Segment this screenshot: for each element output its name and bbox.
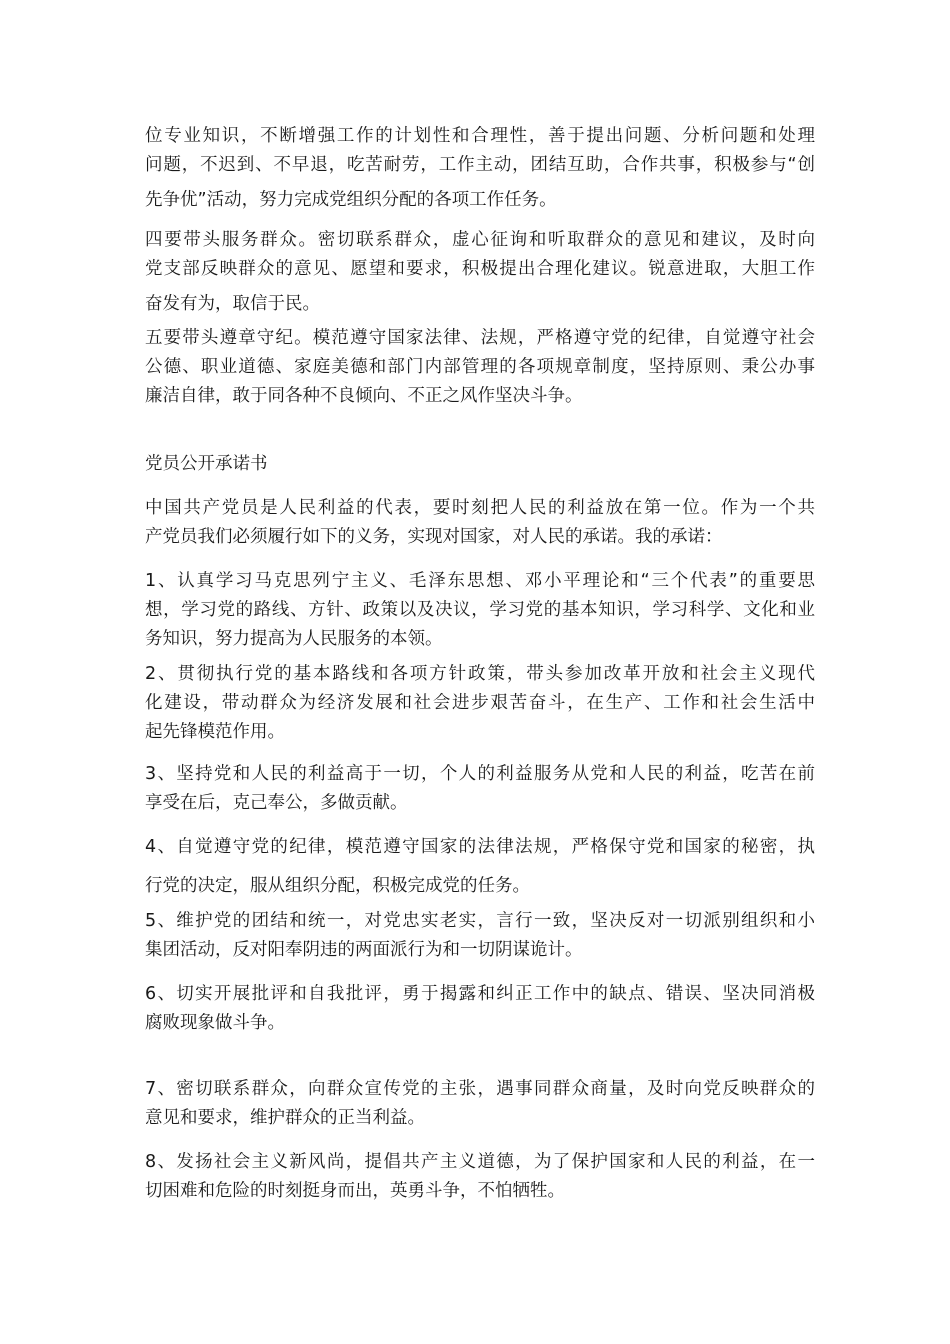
text-line: 廉洁自律，敢于同各种不良倾向、不正之风作坚决斗争。 bbox=[145, 386, 583, 406]
document-title bbox=[145, 450, 815, 479]
paragraph-serve-masses-end bbox=[145, 290, 815, 319]
pledge-item-1 bbox=[145, 567, 815, 654]
text-line: 4、自觉遵守党的纪律，模范遵守国家的法律法规，严格保守党和国家的秘密，执 bbox=[145, 837, 815, 857]
text-line: 先争优”活动，努力完成党组织分配的各项工作任务。 bbox=[145, 190, 557, 210]
text-line: 五要带头遵章守纪。模范遵守国家法律、法规，严格遵守党的纪律，自觉遵守社会 bbox=[145, 328, 815, 348]
text-line: 6、切实开展批评和自我批评，勇于揭露和纠正工作中的缺点、错误、坚决同消极 bbox=[145, 984, 815, 1004]
text-line: 务知识，努力提高为人民服务的本领。 bbox=[145, 629, 443, 649]
pledge-item-5 bbox=[145, 907, 815, 965]
text-line: 中国共产党员是人民利益的代表，要时刻把人民的利益放在第一位。作为一个共 bbox=[145, 498, 815, 518]
paragraph-discipline bbox=[145, 324, 815, 411]
pledge-item-7 bbox=[145, 1075, 815, 1133]
text-line: 切困难和危险的时刻挺身而出，英勇斗争，不怕牺牲。 bbox=[145, 1181, 565, 1201]
text-line: 化建设，带动群众为经济发展和社会进步艰苦奋斗，在生产、工作和社会生活中 bbox=[145, 693, 815, 713]
pledge-item-2 bbox=[145, 660, 815, 747]
text-line: 奋发有为，取信于民。 bbox=[145, 294, 320, 314]
text-line: 2、贯彻执行党的基本路线和各项方针政策，带头参加改革开放和社会主义现代 bbox=[145, 664, 815, 684]
paragraph-serve-masses bbox=[145, 226, 815, 284]
text-line: 公德、职业道德、家庭美德和部门内部管理的各项规章制度，坚持原则、秉公办事 bbox=[145, 357, 815, 377]
text-line: 党支部反映群众的意见、愿望和要求，积极提出合理化建议。锐意进取，大胆工作 bbox=[145, 259, 815, 279]
text-line: 集团活动，反对阳奉阴违的两面派行为和一切阴谋诡计。 bbox=[145, 940, 583, 960]
text-line: 5、维护党的团结和统一，对党忠实老实，言行一致，坚决反对一切派别组织和小 bbox=[145, 911, 815, 931]
text-line: 8、发扬社会主义新风尚，提倡共产主义道德，为了保护国家和人民的利益，在一 bbox=[145, 1152, 815, 1172]
text-line: 四要带头服务群众。密切联系群众，虚心征询和听取群众的意见和建议，及时向 bbox=[145, 230, 815, 250]
text-line: 产党员我们必须履行如下的义务，实现对国家，对人民的承诺。我的承诺： bbox=[145, 527, 723, 547]
intro-paragraph bbox=[145, 494, 815, 552]
text-line: 享受在后，克己奉公，多做贡献。 bbox=[145, 793, 408, 813]
pledge-item-4-end bbox=[145, 872, 815, 901]
pledge-item-3 bbox=[145, 760, 815, 818]
text-line: 腐败现象做斗争。 bbox=[145, 1013, 285, 1033]
text-line: 1、认真学习马克思列宁主义、毛泽东思想、邓小平理论和“三个代表”的重要思 bbox=[145, 571, 815, 591]
text-line: 位专业知识，不断增强工作的计划性和合理性，善于提出问题、分析问题和处理 bbox=[145, 126, 815, 146]
text-line: 7、密切联系群众，向群众宣传党的主张，遇事同群众商量，及时向党反映群众的 bbox=[145, 1079, 815, 1099]
text-line: 3、坚持党和人民的利益高于一切，个人的利益服务从党和人民的利益，吃苦在前 bbox=[145, 764, 815, 784]
text-line: 起先锋模范作用。 bbox=[145, 722, 285, 742]
text-line: 问题，不迟到、不早退，吃苦耐劳，工作主动，团结互助，合作共事，积极参与“创 bbox=[145, 155, 815, 175]
pledge-item-6 bbox=[145, 980, 815, 1038]
text-line: 行党的决定，服从组织分配，积极完成党的任务。 bbox=[145, 876, 530, 896]
pledge-item-4 bbox=[145, 833, 815, 862]
paragraph-continuation-end bbox=[145, 186, 815, 215]
pledge-item-8 bbox=[145, 1148, 815, 1206]
text-line: 党员公开承诺书 bbox=[145, 454, 268, 474]
text-line: 意见和要求，维护群众的正当利益。 bbox=[145, 1108, 425, 1128]
paragraph-continuation bbox=[145, 122, 815, 180]
text-line: 想，学习党的路线、方针、政策以及决议，学习党的基本知识，学习科学、文化和业 bbox=[145, 600, 815, 620]
